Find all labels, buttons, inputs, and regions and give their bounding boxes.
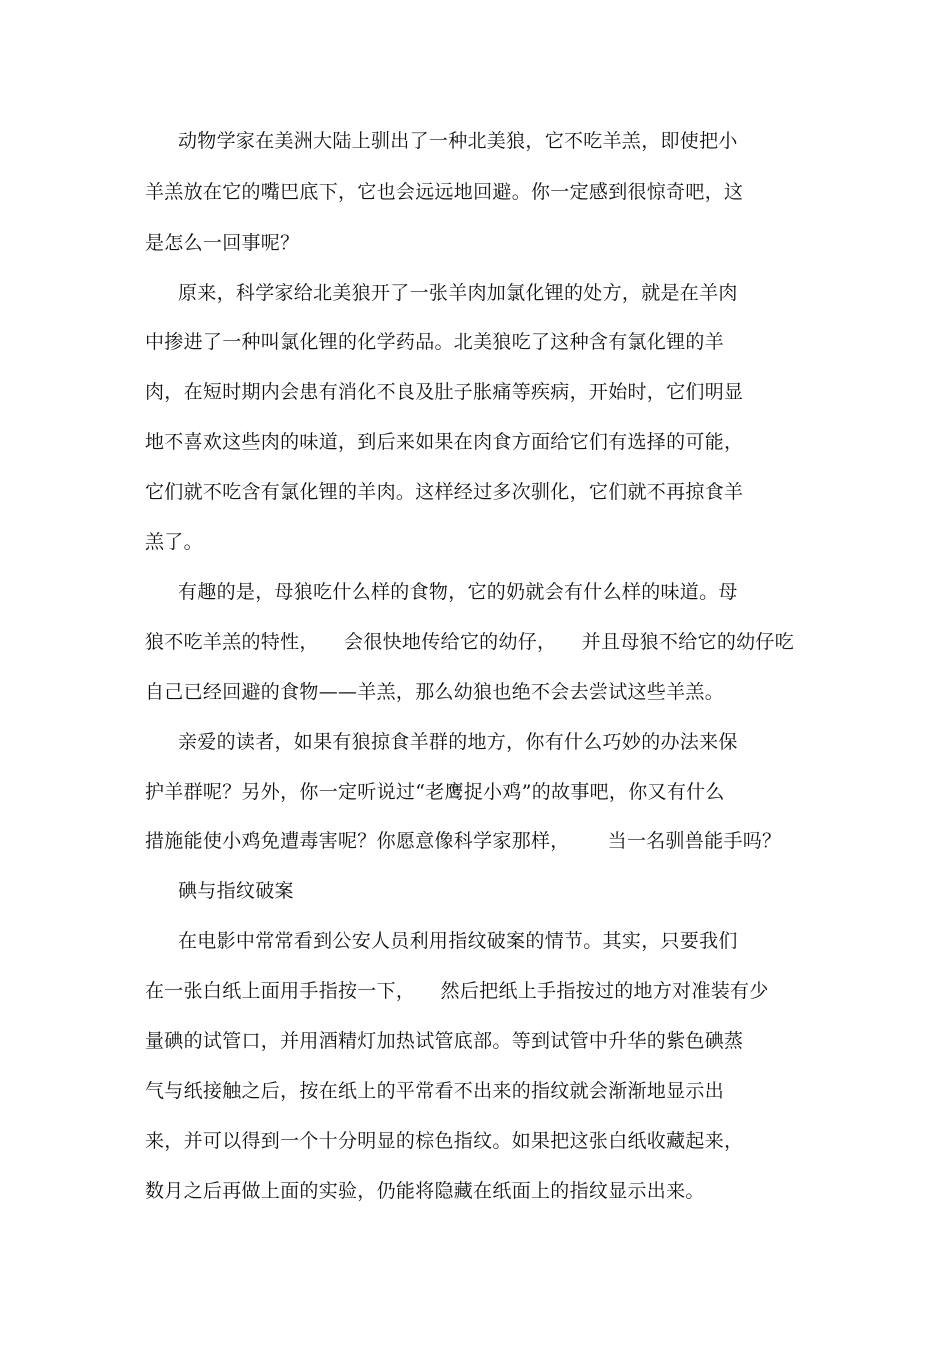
paragraph-2-line-2: 中掺进了一种叫氯化锂的化学药品。北美狼吃了这种含有氯化锂的羊	[145, 331, 725, 353]
paragraph-5-line-5: 来，并可以得到一个十分明显的棕色指纹。如果把这张白纸收藏起来，	[145, 1130, 744, 1152]
paragraph-1-line-2: 羊羔放在它的嘴巴底下，它也会远远地回避。你一定感到很惊奇吧，这	[145, 181, 744, 203]
paragraph-2-line-6: 羔了。	[145, 531, 203, 553]
paragraph-2-line-5: 它们就不吃含有氯化锂的羊肉。这样经过多次驯化，它们就不再掠食羊	[145, 481, 744, 503]
paragraph-2-line-3: 肉，在短时期内会患有消化不良及肚子胀痛等疾病，开始时，它们明显	[145, 381, 744, 403]
paragraph-3-line-2: 狼不吃羊羔的特性， 会很快地传给它的幼仔， 并且母狼不给它的幼仔吃	[145, 631, 795, 653]
paragraph-5-line-4: 气与纸接触之后，按在纸上的平常看不出来的指纹就会渐渐地显示出	[145, 1080, 725, 1102]
paragraph-4-line-1: 亲爱的读者，如果有狼掠食羊群的地方，你有什么巧妙的办法来保	[178, 731, 738, 753]
paragraph-5-line-3: 量碘的试管口，并用酒精灯加热试管底部。等到试管中升华的紫色碘蒸	[145, 1030, 744, 1052]
paragraph-3-line-1: 有趣的是，母狼吃什么样的食物，它的奶就会有什么样的味道。母	[178, 581, 738, 603]
paragraph-4-line-3: 措施能使小鸡免遭毒害呢？你愿意像科学家那样， 当一名驯兽能手吗？	[145, 830, 782, 852]
paragraph-2-line-1: 原来，科学家给北美狼开了一张羊肉加氯化锂的处方，就是在羊肉	[178, 282, 738, 304]
paragraph-1-line-3: 是怎么一回事呢？	[145, 232, 300, 254]
section-heading: 碘与指纹破案	[178, 880, 294, 902]
paragraph-4-line-2: 护羊群呢？另外，你一定听说过“老鹰捉小鸡”的故事吧，你又有什么	[145, 781, 725, 803]
paragraph-2-line-4: 地不喜欢这些肉的味道，到后来如果在肉食方面给它们有选择的可能，	[145, 431, 744, 453]
paragraph-5-line-6: 数月之后再做上面的实验，仍能将隐藏在纸面上的指纹显示出来。	[145, 1180, 705, 1202]
paragraph-1-line-1: 动物学家在美洲大陆上驯出了一种北美狼，它不吃羊羔，即使把小	[178, 130, 738, 152]
paragraph-5-line-2: 在一张白纸上面用手指按一下， 然后把纸上手指按过的地方对准装有少	[145, 980, 769, 1002]
paragraph-3-line-3: 自己已经回避的食物——羊羔，那么幼狼也绝不会去尝试这些羊羔。	[145, 681, 725, 703]
paragraph-5-line-1: 在电影中常常看到公安人员利用指纹破案的情节。其实，只要我们	[178, 930, 738, 952]
